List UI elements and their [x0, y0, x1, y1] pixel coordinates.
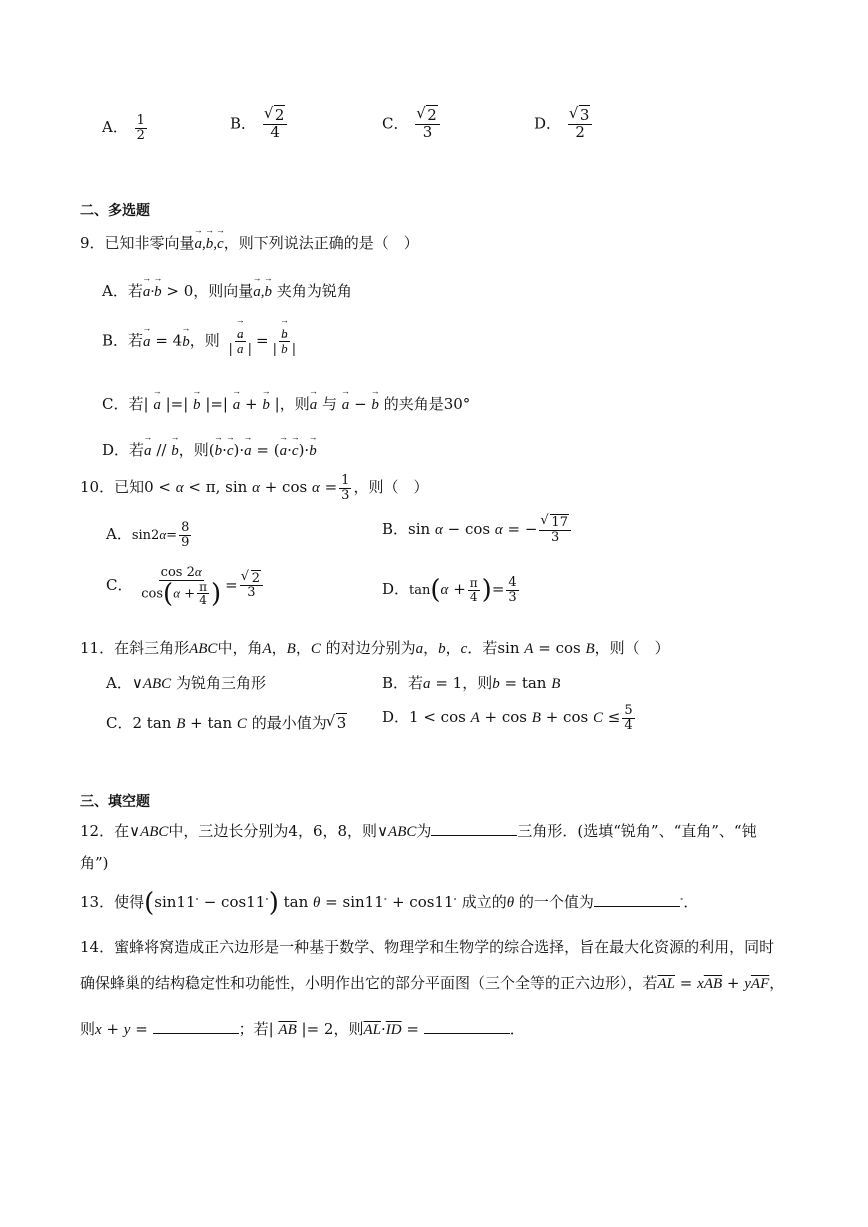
q8-option-d	[534, 108, 594, 141]
answer-blank[interactable]	[431, 821, 517, 836]
q8-option-b	[230, 108, 289, 141]
q14-line3: 则x + y = ；若| $\overline{AB}$ |= 2，则$\overline{AL}\cdot\overline{ID}$ = ．	[80, 1020, 525, 1038]
q10-stem: 10．已知0 < α < π, sin α + cos α = $\frac{1}{3}$ ，则（ ）	[80, 473, 429, 503]
section-heading: 二、多选题	[80, 203, 150, 219]
option-label: A．	[102, 118, 128, 137]
q12-line1: 12．在∨ABC中，三边长分别为4，6，8，则∨ABC为 三角形．(选填“锐角”、“直角”、“钝	[80, 822, 757, 840]
q9-option-d: D．若→ a // → b，则(→ b·→ c)·→ a = (→ a·→ c)·→ b	[102, 439, 317, 460]
q10-option-c: C． cos 2α cos(α + $\frac{\pi}{4}$ ) = √ $\frac{2}{3}$	[106, 565, 265, 607]
q11-option-c: C．2 tan B + tan C 的最小值为 √ 3	[106, 712, 347, 733]
q10-option-d: D．tan(α + $\frac{\pi}{4}$ )= $\frac{4}{3}$	[382, 575, 517, 606]
q9-stem: 9．已知非零向量→ a,→ b,→ c，则下列说法正确的是（ ）	[80, 232, 419, 253]
q11-stem: 11．在斜三角形ABC中，角A，B，C 的对边分别为a，b，c．若sin A = cos B，则（ ）	[80, 639, 670, 657]
q14-line2: 确保蜂巢的结构稳定性和功能性，小明作出它的部分平面图（三个全等的正六边形），若$\overline{AL} = x\overline{AB} + y\overline{AF}$，	[80, 974, 785, 992]
q14-line1: 14．蜜蜂将窝造成正六边形是一种基于数学、物理学和生物学的综合选择，旨在最大化资源的利用，同时	[80, 938, 775, 956]
fraction: √ $\frac{2}{3}$	[415, 108, 440, 141]
option-label: B．	[230, 114, 257, 133]
q10-option-a: A．sin2α= $\frac{8}{9}$	[106, 520, 190, 550]
fraction: √ $\frac{2}{4}$	[263, 108, 288, 141]
fraction: √ $\frac{3}{2}$	[568, 108, 593, 141]
q11-option-a: A．∨ABC 为锐角三角形	[106, 674, 266, 692]
section-heading: 三、填空题	[80, 794, 150, 810]
answer-blank[interactable]	[594, 892, 680, 907]
q9-option-a: A．若→ a·→ b > 0，则向量→ a,→ b 夹角为锐角	[102, 280, 352, 301]
option-label: D．	[534, 114, 562, 133]
q12-line2: 角”)	[80, 854, 109, 872]
fraction: $\frac{1}{2}$	[136, 113, 145, 143]
q8-option-a	[102, 114, 149, 142]
q11-option-d: D．1 < cos A + cos B + cos C ≤ $\frac{5}{4}$	[382, 703, 633, 733]
q9-option-b: B．若→ a = 4→ b，则 → $\frac{a}{| \to a |}$ = → $\frac{b}{| \to b |}$	[102, 327, 300, 356]
answer-blank[interactable]	[153, 1019, 239, 1034]
option-label: C．	[382, 114, 409, 133]
q9-option-c: C．若| → a |=| → b |=| → a + → b |，则→ a 与 → a − → b 的夹角是30°	[102, 393, 470, 414]
q11-option-b: B．若a = 1，则b = tan B	[382, 674, 561, 692]
q10-option-b: B．sin α − cos α = − √ $\frac{17}{3}$	[382, 516, 573, 544]
q13: 13．使得(sin11∘ − cos11∘) tan θ = sin11∘ + cos11∘ 成立的θ 的一个值为 ∘．	[80, 888, 699, 918]
q8-option-c	[382, 108, 442, 141]
answer-blank[interactable]	[424, 1019, 510, 1034]
